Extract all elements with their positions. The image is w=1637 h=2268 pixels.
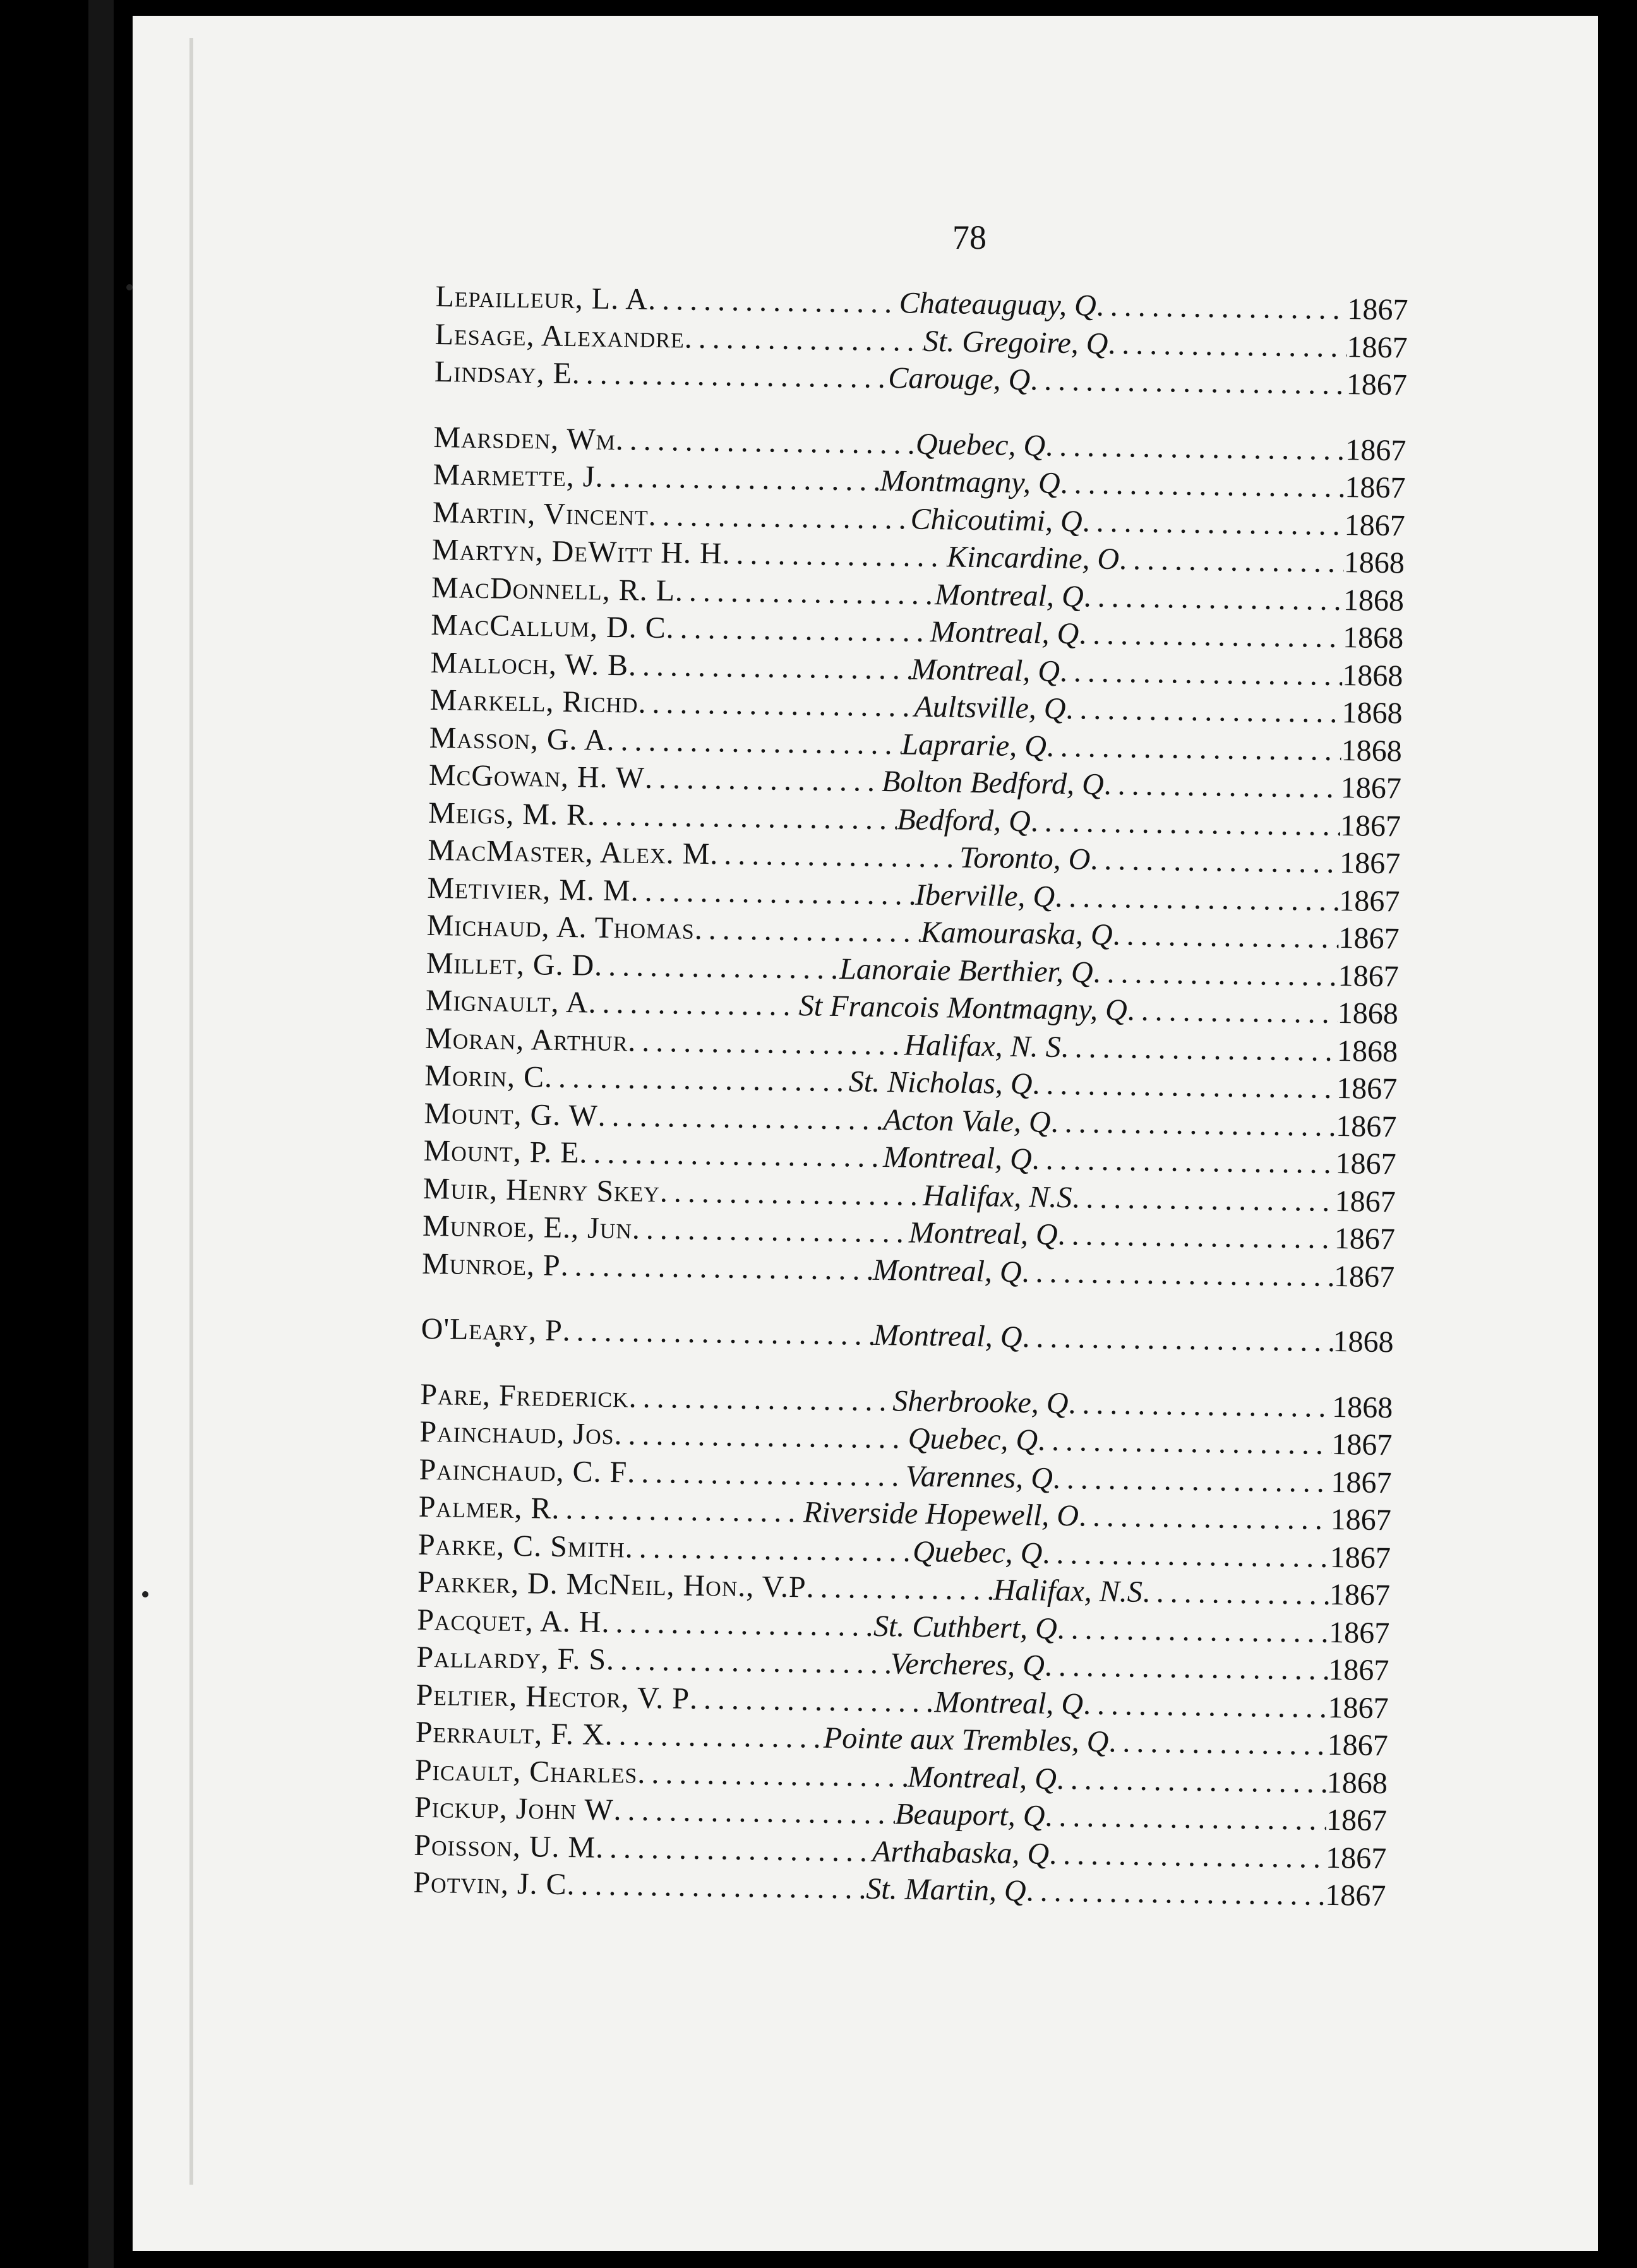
member-name: Lesage, Alexandre <box>435 317 685 355</box>
dot-leader <box>1022 1318 1333 1360</box>
member-name: Picault, Charles <box>414 1753 638 1790</box>
member-name: Mount, G. W <box>424 1096 599 1133</box>
page-number: 78 <box>952 218 986 256</box>
member-year: 1867 <box>1338 958 1400 993</box>
member-year: 1868 <box>1342 658 1403 693</box>
dot-leader <box>1060 1028 1337 1070</box>
member-name: McGowan, H. W <box>428 758 645 795</box>
member-year: 1867 <box>1339 883 1400 918</box>
member-name: Pacquet, A. H <box>416 1603 602 1639</box>
member-place: Lanoraie Berthier, Q <box>839 952 1093 989</box>
dot-leader <box>1057 1609 1329 1651</box>
dot-leader <box>1042 1534 1330 1576</box>
dot-leader <box>1055 878 1340 919</box>
dot-leader <box>694 910 921 951</box>
dot-leader <box>722 535 947 575</box>
member-name: Meigs, M. R <box>428 796 588 832</box>
member-year: 1867 <box>1346 330 1408 364</box>
member-name: Martin, Vincent <box>432 495 649 532</box>
dot-leader <box>1142 1573 1329 1614</box>
member-year: 1867 <box>1334 1184 1396 1219</box>
dot-leader <box>1060 652 1343 694</box>
dot-leader <box>1068 1385 1333 1426</box>
dot-leader <box>1050 1103 1336 1145</box>
member-place: Sherbrooke, Q <box>892 1383 1069 1420</box>
member-place: St. Nicholas, Q <box>848 1065 1033 1101</box>
member-name: Moran, Arthur <box>424 1021 628 1058</box>
member-year: 1867 <box>1340 808 1401 843</box>
member-name: Painchaud, Jos <box>419 1414 615 1452</box>
member-year: 1868 <box>1337 996 1399 1031</box>
member-year: 1867 <box>1345 470 1406 505</box>
member-name: Mount, P. E <box>423 1133 580 1170</box>
dot-leader <box>1082 503 1345 544</box>
dot-leader <box>1079 615 1343 656</box>
dot-leader <box>632 1210 909 1251</box>
member-place: Quebec, Q <box>908 1421 1038 1457</box>
dot-leader <box>613 1791 895 1833</box>
dot-leader <box>1045 1798 1326 1839</box>
member-place: Carouge, Q <box>888 361 1031 397</box>
member-year: 1867 <box>1334 1222 1396 1256</box>
dot-leader <box>587 796 897 838</box>
member-name: Poisson, U. M <box>413 1828 596 1865</box>
member-place: Halifax, N.S <box>993 1573 1143 1609</box>
dot-leader <box>648 281 899 322</box>
dot-leader <box>806 1568 993 1609</box>
member-year: 1867 <box>1325 1841 1387 1875</box>
dot-leader <box>614 1416 908 1457</box>
dot-leader <box>1045 427 1346 469</box>
dot-leader <box>638 684 914 726</box>
member-year: 1867 <box>1326 1803 1388 1838</box>
dot-leader <box>645 760 882 801</box>
member-year: 1867 <box>1340 771 1402 806</box>
member-place: Toronto, O <box>959 840 1091 876</box>
member-name: MacDonnell, R. L <box>431 570 676 607</box>
dot-leader <box>1112 916 1339 957</box>
dot-leader <box>1038 1421 1332 1463</box>
member-name: Munroe, P <box>421 1246 561 1282</box>
member-year: 1868 <box>1343 583 1405 618</box>
member-name: Morin, C <box>424 1058 545 1094</box>
dot-leader <box>1108 1723 1328 1764</box>
ink-speck <box>142 1591 148 1597</box>
dot-leader <box>628 1022 904 1064</box>
member-year: 1867 <box>1346 367 1408 402</box>
dot-leader <box>1044 1647 1328 1689</box>
dot-leader <box>1057 1216 1334 1258</box>
page-edge-shadow <box>189 38 193 2185</box>
member-name: Metivier, M. M <box>427 871 632 907</box>
member-name: Pallardy, F. S <box>416 1640 607 1676</box>
member-name: MacCallum, D. C <box>430 607 667 645</box>
member-place: Quebec, Q <box>915 427 1046 462</box>
member-year: 1867 <box>1325 1878 1386 1913</box>
dot-leader <box>1093 953 1338 994</box>
dot-leader <box>660 1173 923 1214</box>
member-year: 1867 <box>1328 1690 1389 1725</box>
member-year: 1868 <box>1341 733 1403 768</box>
dot-leader <box>710 835 960 876</box>
dot-leader <box>579 1134 884 1176</box>
member-name: Millet, G. D <box>426 946 595 982</box>
dot-leader <box>1031 1140 1336 1182</box>
dot-leader <box>588 984 799 1024</box>
member-place: Arthabaska, Q <box>872 1834 1050 1871</box>
list-item <box>421 1310 1394 1361</box>
member-place: Montreal, Q <box>911 652 1060 688</box>
member-place: Montmagny, Q <box>880 463 1061 500</box>
member-name: Marmette, J <box>433 457 596 494</box>
member-year: 1867 <box>1347 292 1408 327</box>
member-place: Halifax, N. S <box>904 1027 1062 1064</box>
member-name: O'Leary, P <box>421 1311 563 1347</box>
member-place: Bolton Bedford, Q <box>881 764 1105 801</box>
member-place: Pointe aux Trembles, Q <box>823 1721 1109 1759</box>
dot-leader <box>628 647 911 688</box>
dot-leader <box>1127 991 1338 1032</box>
dot-leader <box>544 1059 849 1101</box>
member-name: Perrault, F. X <box>415 1715 606 1752</box>
dot-leader <box>615 421 916 463</box>
member-place: Iberville, Q <box>914 878 1055 914</box>
dot-leader <box>1108 325 1347 366</box>
member-place: Beauport, Q <box>894 1797 1045 1833</box>
member-year: 1868 <box>1341 696 1403 731</box>
member-place: Kamouraska, Q <box>920 915 1113 952</box>
member-year: 1867 <box>1327 1728 1389 1763</box>
member-place: St. Gregoire, Q <box>923 324 1108 361</box>
member-year: 1867 <box>1336 1109 1397 1143</box>
member-place: Montreal, Q <box>934 1685 1084 1721</box>
member-list <box>413 278 1408 1915</box>
dot-leader <box>567 1866 866 1907</box>
dot-leader <box>625 1529 913 1570</box>
dot-leader <box>684 319 923 360</box>
dot-leader <box>1056 1760 1327 1801</box>
book-spine <box>88 0 114 2268</box>
dot-leader <box>1046 727 1341 769</box>
dot-leader <box>1060 465 1345 506</box>
dot-leader <box>1090 841 1340 882</box>
member-year: 1868 <box>1343 546 1405 580</box>
member-year: 1867 <box>1333 1259 1395 1294</box>
dot-leader <box>1083 578 1343 619</box>
member-year: 1868 <box>1336 1034 1398 1068</box>
member-place: Montreal, Q <box>873 1318 1022 1354</box>
member-name: Pickup, John W <box>414 1790 615 1827</box>
member-name: Malloch, W. B <box>430 645 629 682</box>
member-name: Michaud, A. Thomas <box>426 908 695 946</box>
member-year: 1867 <box>1339 846 1401 881</box>
dot-leader <box>1083 1685 1328 1726</box>
dot-leader <box>597 1097 884 1138</box>
member-name: Painchaud, C. F <box>419 1452 628 1489</box>
member-place: Halifax, N.S <box>922 1178 1072 1214</box>
member-name: Pare, Frederick <box>419 1377 630 1414</box>
dot-leader <box>648 496 911 537</box>
dot-leader <box>630 872 915 914</box>
member-year: 1867 <box>1344 508 1406 542</box>
member-name: Parke, C. Smith <box>417 1527 626 1564</box>
member-year: 1867 <box>1345 433 1406 467</box>
member-year: 1867 <box>1338 921 1400 956</box>
member-name: Martyn, DeWitt H. H <box>431 532 723 571</box>
member-place: St Francois Montmagny, Q <box>798 989 1128 1027</box>
member-place: Kincardine, O <box>946 540 1120 576</box>
member-year: 1867 <box>1336 1071 1398 1106</box>
member-place: Chateauguay, Q <box>899 286 1097 323</box>
member-year: 1868 <box>1342 621 1404 655</box>
dot-leader <box>551 1490 803 1531</box>
member-place: Montreal, Q <box>934 577 1084 613</box>
member-place: Vercheres, Q <box>890 1647 1045 1683</box>
member-place: Aultsville, Q <box>914 689 1066 725</box>
member-year: 1868 <box>1326 1765 1388 1800</box>
member-place: Riverside Hopewell, O <box>803 1495 1079 1533</box>
member-name: Lepailleur, L. A <box>435 279 649 316</box>
member-place: Montreal, Q <box>930 614 1079 651</box>
dot-leader <box>572 355 888 397</box>
dot-leader <box>637 1754 908 1795</box>
dot-leader <box>1065 690 1342 732</box>
dot-leader <box>1049 1835 1326 1877</box>
dot-leader <box>562 1312 873 1354</box>
member-name: Markell, Richd <box>429 683 639 720</box>
dot-leader <box>1052 1459 1331 1501</box>
member-name: Munroe, E., Jun <box>422 1209 633 1246</box>
dot-leader <box>628 1378 893 1419</box>
member-name: Palmer, R <box>418 1489 552 1525</box>
member-name: Lindsay, E <box>434 354 573 391</box>
member-place: Montreal, Q <box>882 1140 1033 1176</box>
dot-leader <box>606 1641 890 1683</box>
dot-leader <box>601 1603 873 1645</box>
member-place: St. Cuthbert, Q <box>873 1609 1058 1645</box>
member-place: Montreal, Q <box>872 1253 1022 1289</box>
dot-leader <box>1119 540 1345 581</box>
dot-leader <box>666 609 930 650</box>
dot-leader <box>1096 287 1347 328</box>
member-place: Acton Vale, Q <box>883 1102 1052 1139</box>
member-year: 1867 <box>1328 1652 1389 1688</box>
member-year: 1867 <box>1331 1427 1393 1462</box>
dot-leader <box>1030 803 1340 844</box>
member-year: 1867 <box>1330 1502 1392 1537</box>
member-place: Varennes, Q <box>905 1459 1053 1495</box>
dot-leader <box>675 572 935 613</box>
dot-leader <box>1030 361 1346 403</box>
dot-leader <box>1079 1497 1331 1538</box>
member-name: Potvin, J. C <box>413 1865 568 1902</box>
member-year: 1867 <box>1328 1615 1390 1650</box>
member-name: Muir, Henry Skey <box>423 1171 661 1209</box>
member-year: 1867 <box>1335 1147 1396 1181</box>
dot-leader <box>606 721 902 763</box>
dot-leader <box>1032 1065 1337 1107</box>
member-place: Laprarie, Q <box>901 727 1047 763</box>
dot-leader <box>604 1716 824 1757</box>
member-year: 1867 <box>1329 1577 1391 1613</box>
dot-leader <box>596 1829 873 1870</box>
dot-leader <box>595 458 880 500</box>
member-name: Marsden, Wm <box>433 420 616 457</box>
member-place: St. Martin, Q <box>865 1871 1027 1908</box>
ink-speck <box>126 284 133 290</box>
member-year: 1868 <box>1331 1390 1393 1424</box>
dot-leader <box>594 946 840 988</box>
dot-leader <box>1021 1253 1334 1295</box>
member-name: Parker, D. McNeil, Hon., V.P <box>417 1565 807 1604</box>
member-name: Peltier, Hector, V. P <box>416 1678 690 1716</box>
dot-leader <box>690 1680 935 1721</box>
dot-leader <box>627 1453 906 1495</box>
member-place: Montreal, Q <box>908 1215 1058 1251</box>
member-year: 1867 <box>1331 1465 1392 1500</box>
member-year: 1868 <box>1333 1325 1394 1359</box>
dot-leader <box>1072 1179 1335 1220</box>
member-name: MacMaster, Alex. M <box>427 833 711 871</box>
member-name: Mignault, A <box>425 983 589 1020</box>
dot-leader <box>1103 766 1341 807</box>
dot-leader <box>1026 1872 1326 1914</box>
dot-leader <box>560 1246 873 1288</box>
member-place: Chicoutimi, Q <box>910 502 1083 538</box>
member-year: 1867 <box>1329 1540 1391 1575</box>
member-place: Quebec, Q <box>912 1534 1043 1570</box>
member-name: Masson, G. A <box>429 720 608 757</box>
member-place: Bedford, Q <box>896 802 1031 838</box>
member-place: Montreal, Q <box>908 1760 1057 1796</box>
